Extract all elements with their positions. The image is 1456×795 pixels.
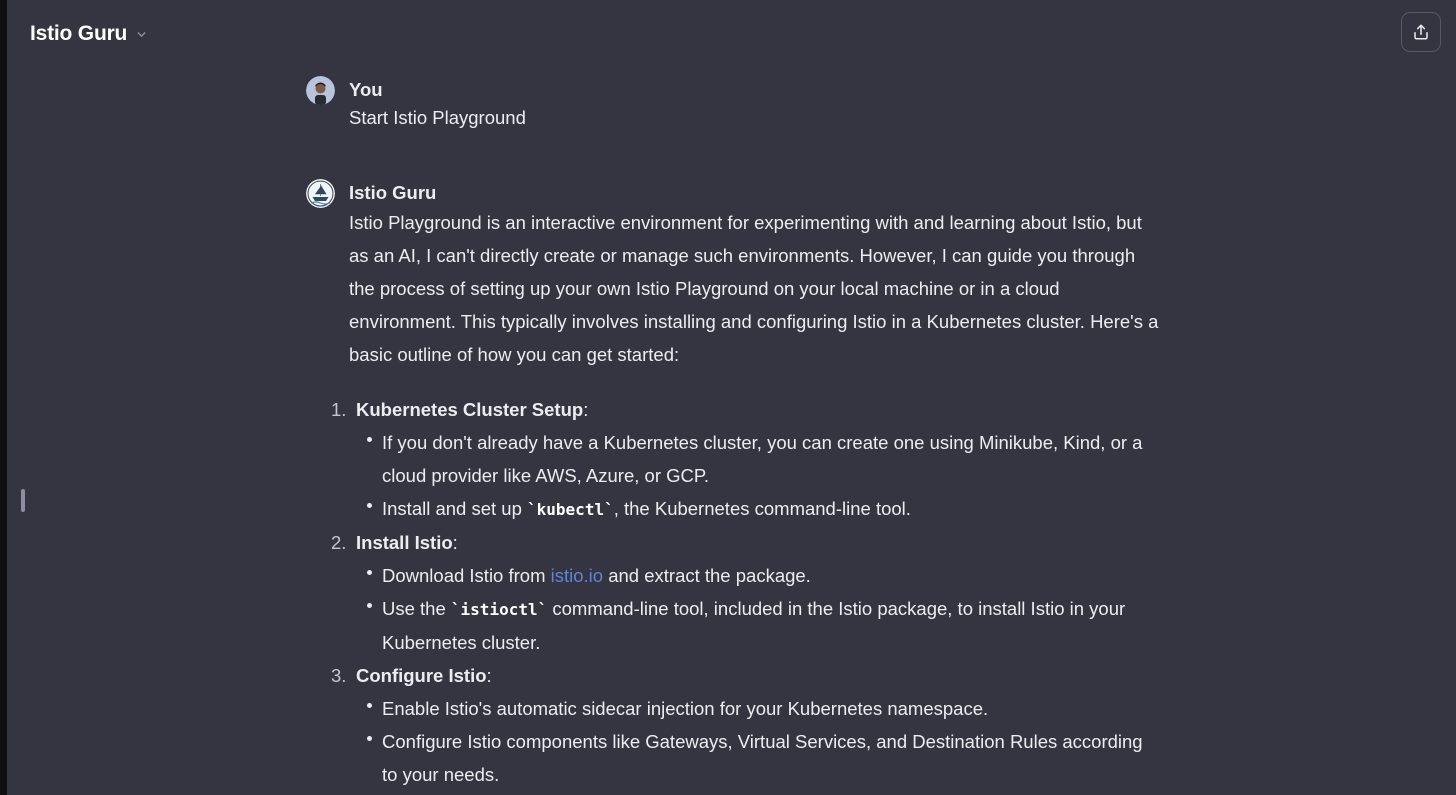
step-item: 1. Kubernetes Cluster Setup: If you don't already have a Kubernetes cluster, you can create one using Minikube, Kind, or a cloud provider like AWS, Azure, or GCP. Install and set up `kubectl`, the Kubernetes command-line tool. bbox=[349, 393, 1159, 526]
list-item-text: Use the bbox=[382, 598, 451, 619]
step-subitems bbox=[356, 559, 1159, 659]
list-item-text: Configure Istio components like Gateways, Virtual Services, and Destination Rules according to your needs. bbox=[382, 731, 1143, 785]
step-number: 3. bbox=[331, 665, 347, 686]
step-number: 2. bbox=[331, 532, 347, 553]
list-item bbox=[382, 492, 1159, 526]
step-title: Install Istio bbox=[356, 532, 453, 553]
list-item-text: Enable Istio's automatic sidecar injection for your Kubernetes namespace. bbox=[382, 698, 989, 719]
list-item-text: command-line tool, included in the Istio package, to install Istio in your Kubernetes cluster. bbox=[382, 598, 1126, 653]
list-item bbox=[382, 426, 1159, 492]
user-message: Start Istio Playground bbox=[349, 107, 526, 128]
user-avatar bbox=[306, 76, 335, 105]
assistant-avatar bbox=[306, 179, 335, 208]
list-item-text: Install and set up bbox=[382, 498, 528, 519]
list-item-text: If you don't already have a Kubernetes cluster, you can create one using Minikube, Kind, or a cloud provider like AWS, Azure, or GCP. bbox=[382, 432, 1143, 486]
user-name: You bbox=[349, 79, 383, 100]
list-item-text: Download Istio from bbox=[382, 565, 551, 586]
assistant-intro: Istio Playground is an interactive environment for experimenting with and learning about Istio, but as an AI, I can't directly create or manage such environments. However, I can guide you through the process of setting up your own Istio Playground on your local machine or in a cloud environment. This typically involves installing and configuring Istio in a Kubernetes cluster. Here's a basic outline of how you can get started: bbox=[349, 212, 1159, 365]
list-item-text: , the Kubernetes command-line tool. bbox=[613, 498, 911, 519]
share-button[interactable] bbox=[1401, 12, 1441, 52]
sidebar-toggle-handle[interactable] bbox=[21, 489, 25, 512]
list-item bbox=[382, 559, 1159, 592]
step-title: Configure Istio bbox=[356, 665, 487, 686]
step-number: 1. bbox=[331, 399, 347, 420]
assistant-name: Istio Guru bbox=[349, 182, 437, 203]
list-item-text: and extract the package. bbox=[603, 565, 811, 586]
chevron-down-icon bbox=[135, 28, 148, 41]
assistant-message bbox=[331, 206, 1159, 791]
steps-list bbox=[331, 393, 1159, 791]
list-item bbox=[382, 592, 1159, 659]
step-subitems bbox=[356, 692, 1159, 791]
inline-code: `istioctl` bbox=[450, 600, 548, 619]
model-name: Istio Guru bbox=[30, 22, 128, 45]
step-item: 2. Install Istio: Download Istio from istio.io and extract the package. Use the `istioctl` command-line tool, included in the Istio package, to install Istio in your Kubernetes cluster. bbox=[349, 526, 1159, 659]
step-subitems bbox=[356, 426, 1159, 526]
sidebar-collapsed-strip bbox=[0, 0, 7, 795]
list-item bbox=[382, 725, 1159, 791]
model-selector[interactable] bbox=[22, 16, 156, 52]
inline-code: `kubectl` bbox=[527, 500, 614, 519]
step-title: Kubernetes Cluster Setup bbox=[356, 399, 584, 420]
list-item bbox=[382, 692, 1159, 725]
share-icon bbox=[1412, 23, 1430, 41]
istio-link[interactable]: istio.io bbox=[550, 565, 604, 586]
step-item: 3. Configure Istio: Enable Istio's automatic sidecar injection for your Kubernetes namespace. Configure Istio components like Gateways, Virtual Services, and Destination Rules according to your needs. bbox=[349, 659, 1159, 791]
